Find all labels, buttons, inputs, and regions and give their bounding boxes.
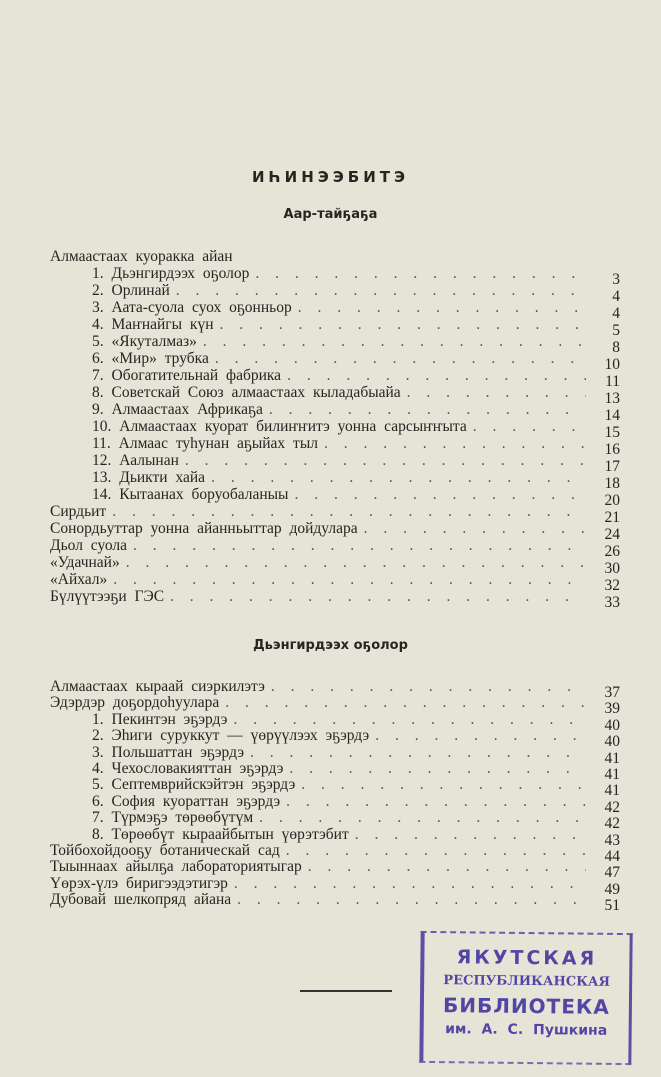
page-number: 37 bbox=[604, 684, 620, 701]
dot-leader bbox=[355, 826, 586, 844]
toc-entry bbox=[50, 469, 620, 492]
dot-leader bbox=[185, 452, 586, 470]
dot-leader bbox=[215, 350, 586, 368]
toc-entry bbox=[50, 333, 620, 356]
stamp-line: БИБЛИОТЕКА bbox=[442, 993, 610, 1019]
stamp-line: ЯКУТСКАЯ bbox=[456, 946, 598, 970]
dot-leader bbox=[473, 418, 586, 436]
dot-leader bbox=[112, 503, 586, 521]
page-number: 14 bbox=[604, 407, 620, 424]
page-number: 16 bbox=[604, 441, 620, 458]
entry-title: 2. Орлинай bbox=[92, 282, 170, 299]
toc-entry bbox=[50, 248, 620, 265]
section-heading: Дьэнгирдээх оҕолор bbox=[253, 638, 408, 653]
page-number: 41 bbox=[604, 782, 620, 800]
dot-leader bbox=[289, 760, 586, 778]
toc-entry bbox=[50, 265, 620, 288]
toc-entry bbox=[50, 537, 620, 560]
entry-title: Тыыннаах айылҕа лабораториятыгар bbox=[50, 858, 302, 876]
entry-title: 11. Алмаас туһунан аҕыйах тыл bbox=[92, 435, 318, 452]
entry-title: «Удачнай» bbox=[50, 554, 120, 571]
dot-leader bbox=[286, 842, 586, 860]
entry-title: «Айхал» bbox=[50, 571, 108, 588]
dot-leader bbox=[364, 520, 586, 538]
dot-leader bbox=[233, 711, 586, 729]
toc-entry bbox=[50, 554, 620, 577]
entry-title: 2. Эһиги суруккут — үөрүүлээх эҕэрдэ bbox=[92, 727, 370, 745]
entry-title: Алмаастаах кыраай сиэркилэтэ bbox=[50, 678, 265, 695]
entry-title: Дубовай шелкопряд айана bbox=[50, 891, 232, 909]
dot-leader bbox=[375, 727, 586, 745]
entry-title: 6. «Мир» трубка bbox=[92, 350, 209, 367]
toc-entry bbox=[50, 588, 620, 611]
dot-leader bbox=[203, 333, 586, 351]
section-heading: Аар-тайҕаҕа bbox=[283, 207, 378, 222]
toc-entry bbox=[50, 384, 620, 407]
entry-title: 1. Пекинтэн эҕэрдэ bbox=[92, 710, 228, 728]
toc-list-section-1 bbox=[50, 248, 620, 611]
dot-leader bbox=[259, 809, 586, 827]
toc-entry bbox=[50, 776, 620, 800]
page-number: 10 bbox=[604, 356, 620, 373]
dot-leader bbox=[407, 384, 586, 402]
dot-leader bbox=[286, 793, 586, 811]
entry-title: Үөрэх-үлэ биригээдэтигэр bbox=[50, 874, 228, 892]
toc-entry bbox=[50, 282, 620, 305]
dot-leader bbox=[294, 486, 586, 504]
stamp-line: РЕСПУБЛИКАНСКАЯ bbox=[443, 973, 611, 990]
dot-leader bbox=[271, 678, 586, 696]
entry-title: 7. Обогатительнай фабрика bbox=[92, 367, 282, 384]
page-number: 13 bbox=[604, 390, 620, 407]
page-number: 33 bbox=[604, 594, 620, 611]
page-number: 41 bbox=[604, 749, 620, 767]
entry-title: 6. София куораттан эҕэрдэ bbox=[92, 792, 281, 810]
page-number: 30 bbox=[604, 560, 620, 577]
page-number: 8 bbox=[612, 339, 620, 356]
entry-title: Алмаастаах куоракка айан bbox=[50, 248, 233, 265]
entry-title: 7. Түрмэҕэ төрөөбүтүм bbox=[92, 809, 254, 827]
toc-entry bbox=[50, 452, 620, 475]
dot-leader bbox=[176, 282, 586, 300]
page-number: 24 bbox=[604, 526, 620, 543]
toc-entry bbox=[50, 401, 620, 424]
page-number: 49 bbox=[604, 880, 620, 898]
page-number: 17 bbox=[604, 458, 620, 475]
dot-leader bbox=[133, 537, 586, 555]
entry-title: Сонордьуттар уонна айанньыттар дойдулара bbox=[50, 520, 358, 537]
page-number: 21 bbox=[604, 509, 620, 526]
toc-entry bbox=[50, 435, 620, 458]
page-number: 41 bbox=[604, 765, 620, 783]
toc-entry bbox=[50, 809, 620, 833]
entry-title: 9. Алмаастаах Африкаҕа bbox=[92, 401, 263, 418]
page-number: 20 bbox=[604, 492, 620, 509]
entry-title: Бүлүүтээҕи ГЭС bbox=[50, 588, 165, 605]
entry-title: Дьол суола bbox=[50, 537, 127, 554]
dot-leader bbox=[308, 858, 586, 876]
toc-entry bbox=[50, 710, 620, 734]
page-number: 43 bbox=[604, 831, 620, 849]
page-number: 42 bbox=[604, 815, 620, 833]
dot-leader bbox=[250, 744, 586, 762]
page-number: 44 bbox=[604, 847, 620, 865]
dot-leader bbox=[225, 694, 586, 712]
toc-entry bbox=[50, 743, 620, 767]
toc-entry bbox=[50, 825, 620, 849]
entry-title: Сирдьит bbox=[50, 503, 107, 520]
page-number: 4 bbox=[612, 288, 620, 305]
entry-title: 8. Төрөөбүт кыраайбытын үөрэтэбит bbox=[92, 825, 349, 843]
toc-entry bbox=[50, 858, 620, 882]
page-number: 42 bbox=[604, 798, 620, 816]
entry-title: 1. Дьэнгирдээх оҕолор bbox=[92, 265, 250, 282]
toc-entry bbox=[50, 694, 620, 718]
page-number: 18 bbox=[604, 475, 620, 492]
page-number: 4 bbox=[612, 305, 620, 322]
dot-leader bbox=[126, 554, 586, 572]
toc-entry bbox=[50, 678, 620, 701]
entry-title: Эдэрдэр доҕордоһуулара bbox=[50, 694, 220, 712]
page-number: 15 bbox=[604, 424, 620, 441]
toc-entry bbox=[50, 891, 620, 915]
toc-entry bbox=[50, 874, 620, 898]
page-title: ИҺИНЭЭБИТЭ bbox=[251, 168, 410, 186]
entry-title: 12. Аалынан bbox=[92, 452, 179, 469]
toc-entry bbox=[50, 841, 620, 865]
page-number: 26 bbox=[604, 543, 620, 560]
dot-leader bbox=[301, 776, 586, 794]
entry-title: 5. «Якуталмаз» bbox=[92, 333, 197, 350]
divider bbox=[300, 990, 392, 992]
toc-entry bbox=[50, 367, 620, 390]
entry-title: 14. Кытаанах боруобаланыы bbox=[92, 486, 289, 503]
toc-entry bbox=[50, 727, 620, 751]
dot-leader bbox=[298, 299, 586, 317]
entry-title: 10. Алмаастаах куорат билиҥҥитэ уонна сарсыҥҥыта bbox=[92, 418, 467, 435]
toc-entry bbox=[50, 486, 620, 509]
dot-leader bbox=[220, 316, 586, 334]
dot-leader bbox=[287, 367, 586, 385]
dot-leader bbox=[237, 891, 586, 909]
entry-title: Тойбохойдооҕу ботаническай сад bbox=[50, 841, 280, 859]
dot-leader bbox=[269, 401, 586, 419]
entry-title: 8. Советскай Союз алмаастаах кыладабыайа bbox=[92, 384, 401, 401]
dot-leader bbox=[324, 435, 586, 453]
entry-title: 4. Маҥнайгы күн bbox=[92, 316, 214, 333]
page-number: 51 bbox=[604, 897, 620, 915]
toc-list-section-2 bbox=[50, 678, 620, 915]
page-number: 5 bbox=[612, 322, 620, 339]
stamp-line: им. А. С. Пушкина bbox=[445, 1021, 608, 1039]
entry-title: 4. Чехословакияттан эҕэрдэ bbox=[92, 759, 284, 777]
dot-leader bbox=[211, 469, 586, 487]
dot-leader bbox=[234, 875, 586, 893]
dot-leader bbox=[170, 588, 586, 606]
entry-title: 3. Польшаттан эҕэрдэ bbox=[92, 743, 245, 761]
toc-entry bbox=[50, 792, 620, 816]
page-number: 32 bbox=[604, 577, 620, 594]
entry-title: 5. Септемврийскэйтэн эҕэрдэ bbox=[92, 776, 296, 794]
toc-entry bbox=[50, 759, 620, 783]
page-number: 39 bbox=[604, 700, 620, 718]
toc-entry bbox=[50, 571, 620, 594]
page-number: 40 bbox=[604, 716, 620, 734]
toc-entry bbox=[50, 520, 620, 543]
dot-leader bbox=[113, 571, 586, 589]
toc-entry bbox=[50, 350, 620, 373]
toc-entry bbox=[50, 503, 620, 526]
toc-entry bbox=[50, 418, 620, 441]
toc-entry bbox=[50, 316, 620, 339]
entry-title: 3. Аата-суола суох оҕонньор bbox=[92, 299, 292, 316]
dot-leader bbox=[255, 265, 586, 283]
page-number: 40 bbox=[604, 733, 620, 751]
toc-entry bbox=[50, 299, 620, 322]
page-number: 3 bbox=[612, 271, 620, 288]
page-number: 11 bbox=[605, 373, 620, 390]
library-stamp bbox=[419, 931, 632, 1065]
page-number: 47 bbox=[604, 864, 620, 882]
entry-title: 13. Дьикти хайа bbox=[92, 469, 206, 486]
